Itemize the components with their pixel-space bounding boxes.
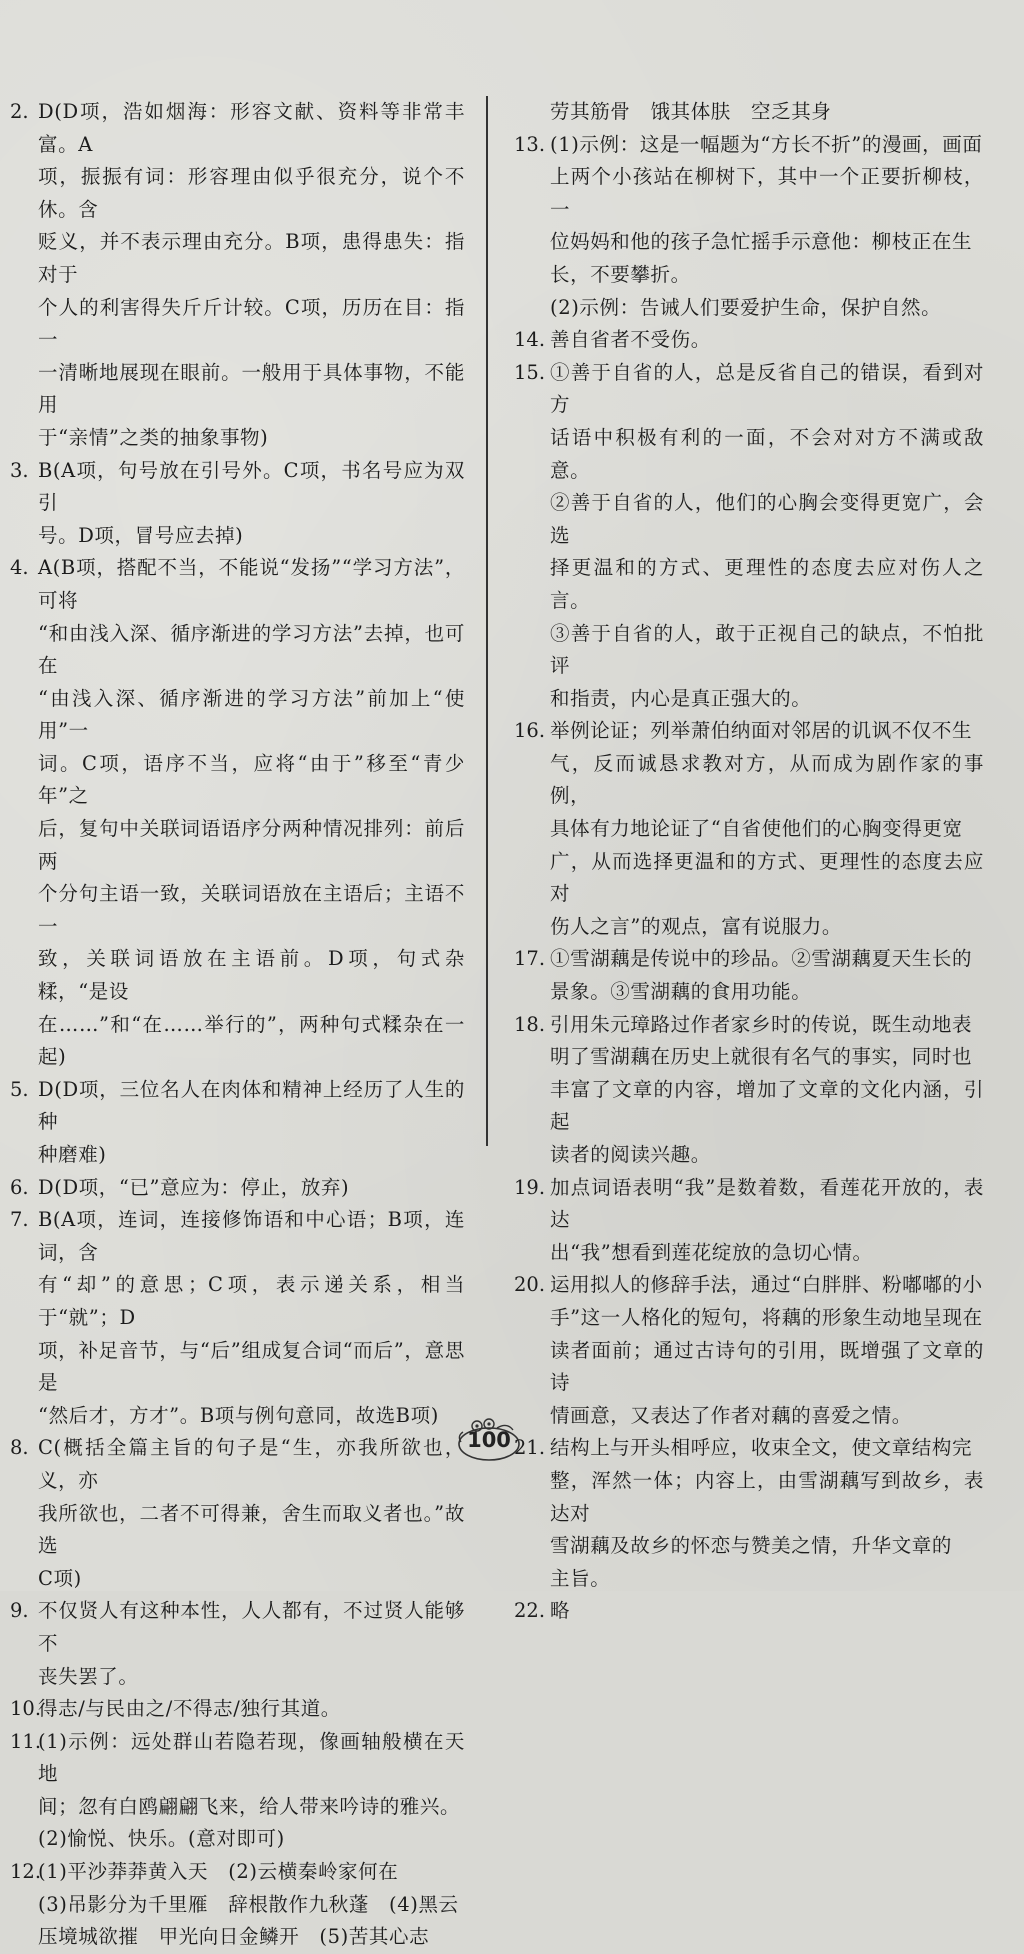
answer-text	[550, 943, 984, 1008]
answer-text	[38, 1595, 465, 1693]
answer-line: 项，振振有词：形容理由似乎很充分，说个不休。含	[38, 165, 465, 221]
answer-number: 18.	[514, 1012, 546, 1036]
answer-line: 择更温和的方式、更理性的态度去应对伤人之言。	[550, 556, 984, 612]
answer-line: 和指责，内心是真正强大的。	[550, 686, 812, 710]
answer-line: 贬义，并不表示理由充分。B项，患得患失：指对于	[38, 230, 465, 286]
answer-item	[514, 1595, 984, 1628]
answer-number: 21.	[514, 1436, 546, 1460]
answer-text	[550, 1009, 984, 1172]
answer-number: 22.	[514, 1599, 546, 1623]
answer-item	[10, 1172, 465, 1205]
answer-text	[550, 1269, 984, 1432]
answer-line: 结构上与开头相呼应，收束全文，使文章结构完	[550, 1436, 973, 1460]
answer-line: 出“我”想看到莲花绽放的急切心情。	[550, 1240, 873, 1264]
answer-line: ②善于自省的人，他们的心胸会变得更宽广，会选	[550, 491, 984, 547]
answer-text	[38, 1432, 465, 1595]
answer-line: 话语中积极有利的一面，不会对对方不满或敌意。	[550, 425, 984, 482]
answer-text	[38, 1172, 465, 1205]
answer-line: D(D项，三位名人在肉体和精神上经历了人生的种	[38, 1077, 465, 1134]
answer-text	[550, 1432, 984, 1595]
answer-line: (1)平沙莽莽黄入天 (2)云横秦岭家何在	[38, 1860, 399, 1884]
answer-line: A(B项，搭配不当，不能说“发扬”“学习方法”，可将	[38, 556, 465, 612]
answer-line: B(A项，连词，连接修饰语和中心语；B项，连词，含	[38, 1208, 465, 1264]
answer-number: 6.	[10, 1175, 29, 1199]
answer-line: 得志/与民由之/不得志/独行其道。	[38, 1697, 341, 1721]
answer-item	[10, 1856, 465, 1954]
answer-line: 情画意，又表达了作者对藕的喜爱之情。	[550, 1403, 912, 1427]
answer-item	[514, 129, 984, 325]
answer-number: 5.	[10, 1077, 29, 1101]
answer-item	[514, 1432, 984, 1595]
answer-text	[38, 96, 465, 455]
answer-line: 运用拟人的修辞手法，通过“白胖胖、粉嘟嘟的小	[550, 1273, 983, 1297]
answer-line: 一清晰地展现在眼前。一般用于具体事物，不能用	[38, 360, 465, 417]
answer-number: 20.	[514, 1273, 546, 1297]
answer-item	[514, 357, 984, 716]
answer-number: 8.	[10, 1436, 29, 1460]
answer-number: 11.	[10, 1729, 42, 1753]
answer-line: “和由浅入深、循序渐进的学习方法”去掉，也可在	[38, 621, 465, 678]
answer-line: “由浅入深、循序渐进的学习方法”前加上“使用”一	[38, 686, 465, 743]
answer-text	[38, 1204, 465, 1432]
answer-number: 17.	[514, 947, 546, 971]
answer-text	[550, 1595, 984, 1628]
answer-line: 有“却”的意思；C项，表示递关系，相当于“就”；D	[38, 1273, 465, 1329]
answer-item	[10, 1432, 465, 1595]
page-number: 100	[467, 1428, 511, 1452]
answer-item	[514, 1269, 984, 1432]
answer-line: (1)示例：远处群山若隐若现，像画轴般横在天地	[38, 1729, 465, 1786]
answer-line: C(概括全篇主旨的句子是“生，亦我所欲也，义，亦	[38, 1436, 465, 1492]
answer-item	[514, 324, 984, 357]
answer-number: 16.	[514, 719, 546, 743]
answer-line: 上两个小孩站在柳树下，其中一个正要折柳枝，一	[550, 165, 984, 221]
answer-line: ③善于自省的人，敢于正视自己的缺点，不怕批评	[550, 621, 984, 678]
answer-line: 丰富了文章的内容，增加了文章的文化内涵，引起	[550, 1077, 984, 1134]
answer-line: D(D项，“已”意应为：停止，放弃)	[38, 1175, 350, 1199]
answer-line: 丧失罢了。	[38, 1664, 139, 1688]
answer-number: 14.	[514, 328, 546, 352]
answer-line: ①雪湖藕是传说中的珍品。②雪湖藕夏天生长的	[550, 947, 973, 971]
answer-line: 长，不要攀折。	[550, 262, 691, 286]
answer-line: 具体有力地论证了“自省使他们的心胸变得更宽	[550, 817, 963, 841]
answer-line: 加点词语表明“我”是数着数，看莲花开放的，表达	[550, 1175, 984, 1232]
answer-item	[10, 552, 465, 1074]
answer-line: 善自省者不受伤。	[550, 328, 711, 352]
answer-number: 15.	[514, 360, 546, 384]
answer-item	[10, 455, 465, 553]
answer-text	[550, 357, 984, 716]
answer-line: D(D项，浩如烟海：形容文献、资料等非常丰富。A	[38, 100, 465, 156]
answer-line: 于“亲情”之类的抽象事物)	[38, 425, 269, 449]
answer-line: 号。D项，冒号应去掉)	[38, 523, 244, 547]
answer-number: 4.	[10, 556, 29, 580]
answer-line: 后，复句中关联词语语序分两种情况排列：前后两	[38, 817, 465, 873]
answer-item	[10, 1204, 465, 1432]
answer-line: 间；忽有白鸥翩翩飞来，给人带来吟诗的雅兴。	[38, 1794, 461, 1818]
answer-line: 读者面前；通过古诗句的引用，既增强了文章的诗	[550, 1338, 984, 1395]
answer-line: (3)吊影分为千里雁 辞根散作九秋蓬 (4)黑云	[38, 1892, 459, 1916]
answer-line: “然后才，方才”。B项与例句意同，故选B项)	[38, 1403, 439, 1427]
answer-number: 2.	[10, 100, 29, 123]
answer-line: 压境城欲摧 甲光向日金鳞开 (5)苦其心志	[38, 1925, 430, 1949]
answer-line: 我所欲也，二者不可得兼，舍生而取义者也。”故选	[38, 1501, 465, 1558]
answer-line: 位妈妈和他的孩子急忙摇手示意他：柳枝正在生	[550, 230, 973, 254]
answer-line: 个分句主语一致，关联词语放在主语后；主语不一	[38, 882, 465, 938]
answer-item	[10, 1726, 465, 1856]
answer-line: ①善于自省的人，总是反省自己的错误，看到对方	[550, 360, 984, 417]
right-column	[514, 96, 984, 1628]
answer-item	[10, 1074, 465, 1172]
answer-item	[10, 1693, 465, 1726]
page-number-badge	[455, 1418, 523, 1462]
answer-text	[550, 1172, 984, 1270]
answer-text	[38, 1856, 465, 1954]
column-divider	[486, 96, 488, 1146]
answer-line: 略	[550, 1599, 571, 1623]
answer-line: 广，从而选择更温和的方式、更理性的态度去应对	[550, 849, 984, 906]
answer-text	[550, 715, 984, 943]
answer-line: 种磨难)	[38, 1143, 107, 1166]
answer-number: 3.	[10, 458, 29, 482]
answer-text	[38, 552, 465, 1074]
answer-line: 举例论证；列举萧伯纳面对邻居的讥讽不仅不生	[550, 719, 973, 743]
answer-line: 致，关联词语放在主语前。D项，句式杂糅，“是设	[38, 947, 465, 1004]
answer-line: 在……”和“在……举行的”，两种句式糅杂在一起)	[38, 1012, 465, 1069]
answer-text	[38, 1693, 465, 1726]
answer-line: 雪湖藕及故乡的怀恋与赞美之情，升华文章的	[550, 1534, 953, 1558]
answer-line: 手”这一人格化的短句，将藕的形象生动地呈现在	[550, 1305, 983, 1329]
answer-item	[514, 1009, 984, 1172]
answer-text	[38, 455, 465, 553]
answer-item	[514, 943, 984, 1008]
answer-item	[514, 1172, 984, 1270]
answer-line: B(A项，句号放在引号外。C项，书名号应为双引	[38, 458, 465, 515]
answer-line: (1)示例：这是一幅题为“方长不折”的漫画，画面	[550, 132, 983, 156]
answer-line: 明了雪湖藕在历史上就很有名气的事实，同时也	[550, 1045, 973, 1069]
answer-number: 13.	[514, 132, 546, 156]
answer-line: 引用朱元璋路过作者家乡时的传说，既生动地表	[550, 1012, 973, 1036]
left-column	[10, 96, 465, 1954]
answer-number: 7.	[10, 1208, 29, 1232]
answer-line: (2)愉悦、快乐。(意对即可)	[38, 1827, 285, 1851]
answer-line: 气，反而诚恳求教对方，从而成为剧作家的事例，	[550, 751, 984, 808]
answer-text	[38, 1074, 465, 1172]
answer-number: 19.	[514, 1175, 546, 1199]
answer-item	[514, 715, 984, 943]
answer-item	[10, 96, 465, 455]
answer-line: 项，补足音节，与“后”组成复合词“而后”，意思是	[38, 1338, 465, 1395]
answer-line: 整，浑然一体；内容上，由雪湖藕写到故乡，表达对	[550, 1468, 984, 1525]
answer-text	[550, 324, 984, 357]
answer-number: 9.	[10, 1599, 29, 1623]
answer-item	[10, 1595, 465, 1693]
answer-line: 读者的阅读兴趣。	[550, 1143, 711, 1166]
answer-line: (2)示例：告诫人们要爱护生命，保护自然。	[550, 295, 942, 319]
answer-line: 主旨。	[550, 1566, 611, 1590]
continuation-line: 劳其筋骨 饿其体肤 空乏其身	[550, 100, 832, 123]
answer-line: 个人的利害得失斤斤计较。C项，历历在目：指一	[38, 295, 465, 352]
answer-line: C项)	[38, 1566, 82, 1590]
answer-text	[38, 1726, 465, 1856]
answer-line: 词。C项，语序不当，应将“由于”移至“青少年”之	[38, 751, 465, 808]
answer-text	[550, 129, 984, 325]
answer-line: 景象。③雪湖藕的食用功能。	[550, 980, 812, 1004]
answer-number: 12.	[10, 1860, 42, 1884]
answer-number: 10.	[10, 1697, 42, 1721]
answer-line: 伤人之言”的观点，富有说服力。	[550, 914, 842, 938]
answer-line: 不仅贤人有这种本性，人人都有，不过贤人能够不	[38, 1599, 465, 1655]
